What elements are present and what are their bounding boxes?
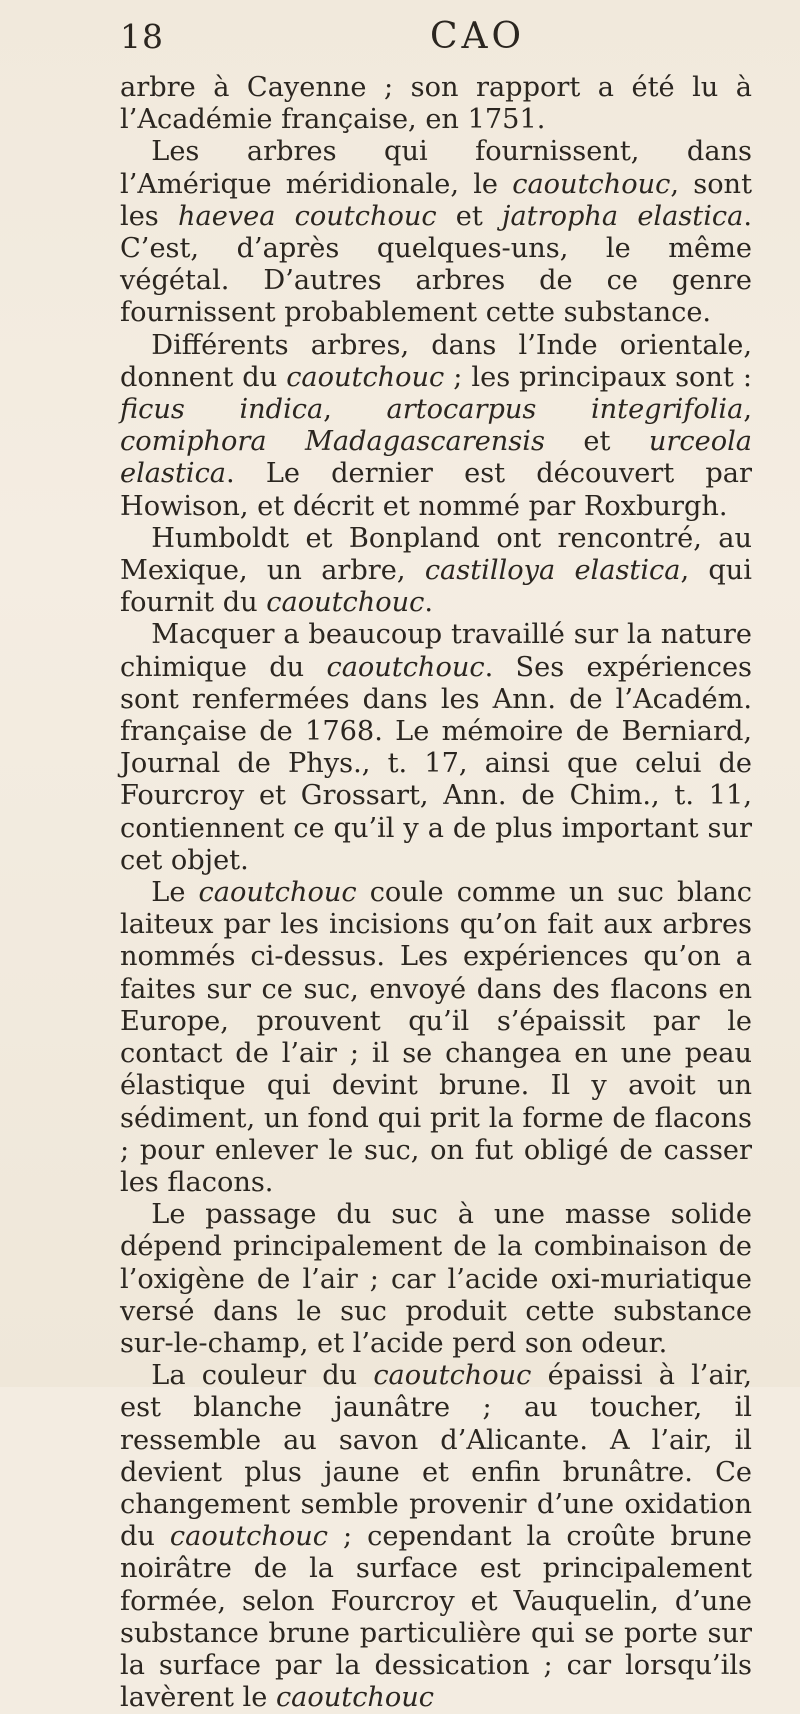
italic-term: caoutchouc <box>326 651 485 683</box>
text-run: . Le dernier est découvert par Howison, et décrit et nommé par Roxburgh. <box>120 458 752 522</box>
italic-term: caoutchouc <box>512 168 671 200</box>
text-run: arbre à Cayenne ; son rapport a été lu à l’Académie française, en 1751. <box>120 72 752 136</box>
italic-term: caoutchouc <box>266 587 425 619</box>
text-run: Les arbres qui fournissent, dans l’Amérique méridionale, le <box>120 136 752 200</box>
paragraph-2 <box>120 136 752 329</box>
italic-term: caoutchouc <box>275 1682 435 1714</box>
text-run: et <box>544 426 649 458</box>
paragraph-7 <box>120 1199 752 1360</box>
paragraph-3 <box>120 330 752 523</box>
text-run: coule comme un suc blanc laiteux par les incisions qu’on fait aux arbres nommés ci-dessus. Les expériences qu’on a faites sur ce suc, envoyé dans des flacons en Europe, prouvent qu’il s’épaissit par le contact de l’air ; il se changea en une peau élastique qui devint brune. Il y avoit un sédiment, un fond qui prit la forme de flacons ; pour enlever le suc, on fut obligé de casser les flacons. <box>120 877 752 1198</box>
text-run: Humboldt et Bonpland ont rencontré, au Mexique, un arbre, <box>120 522 752 587</box>
text-run: Différents arbres, dans l’Inde orientale, donnent du <box>120 329 752 393</box>
text-run: et <box>436 200 503 232</box>
italic-term: castilloya elastica <box>424 555 681 587</box>
text-run: , qui fournit du <box>120 555 752 619</box>
text-run: . <box>424 587 434 619</box>
italic-term: haevea coutchouc <box>177 200 437 232</box>
italic-term: caoutchouc <box>373 1360 532 1392</box>
italic-term: caoutchouc <box>286 361 445 393</box>
text-run: , <box>323 394 387 426</box>
italic-term: jatropha elastica <box>502 200 744 232</box>
italic-term: caoutchouc <box>169 1521 328 1553</box>
italic-term: comiphora Madagascarensis <box>120 426 545 458</box>
italic-term: ficus indica <box>120 394 324 426</box>
page-header <box>120 16 752 68</box>
paragraph-1 <box>120 72 752 136</box>
running-head: CAO <box>430 16 526 57</box>
text-run: épaissi à l’air, est blanche jaunâtre ; au toucher, il ressemble au savon d’Alicante. A l’air, il devient plus jaune et enfin brunâtre. Ce changement semble provenir d’une oxidation du <box>120 1360 753 1553</box>
paragraph-6 <box>120 877 752 1199</box>
italic-term: caoutchouc <box>198 877 357 909</box>
text-run: ; les principaux sont : <box>444 361 752 393</box>
page-number: 18 <box>120 17 164 56</box>
italic-term: urceola elastica <box>120 426 752 490</box>
paragraph-4 <box>120 523 752 620</box>
text-run: Macquer a beaucoup travaillé sur la nature chimique du <box>120 619 752 683</box>
paragraph-8 <box>120 1360 752 1714</box>
text-run: Le <box>151 877 199 909</box>
text-run: . Ses expériences sont renfermées dans les Ann. de l’Académ. française de 1768. Le mémoire de Berniard, Journal de Phys., t. 17, ainsi que celui de Fourcroy et Grossart, Ann. de Chim., t. 11, contiennent ce qu’il y a de plus important sur cet objet. <box>120 651 752 876</box>
text-run: ; cependant la croûte brune noirâtre de la surface est principalement formée, selon Fourcroy et Vauquelin, d’une substance brune particulière qui se porte sur la surface par la dessication ; car lorsqu’ils lavèrent le <box>120 1521 752 1714</box>
text-run: Le passage du suc à une masse solide dépend principalement de la combinaison de l’oxigène de l’air ; car l’acide oxi-muriatique versé dans le suc produit cette substance sur-le-champ, et l’acide perd son odeur. <box>120 1199 752 1359</box>
text-run: La couleur du <box>151 1360 374 1392</box>
text-run: , <box>743 394 752 426</box>
text-run: , sont les <box>120 168 752 232</box>
paragraph-5 <box>120 619 752 877</box>
text-run: . C’est, d’après quelques-uns, le même végétal. D’autres arbres de ce genre fournissent probablement cette substance. <box>120 200 752 329</box>
body-text <box>120 72 752 1714</box>
italic-term: artocarpus integrifolia <box>386 394 744 426</box>
